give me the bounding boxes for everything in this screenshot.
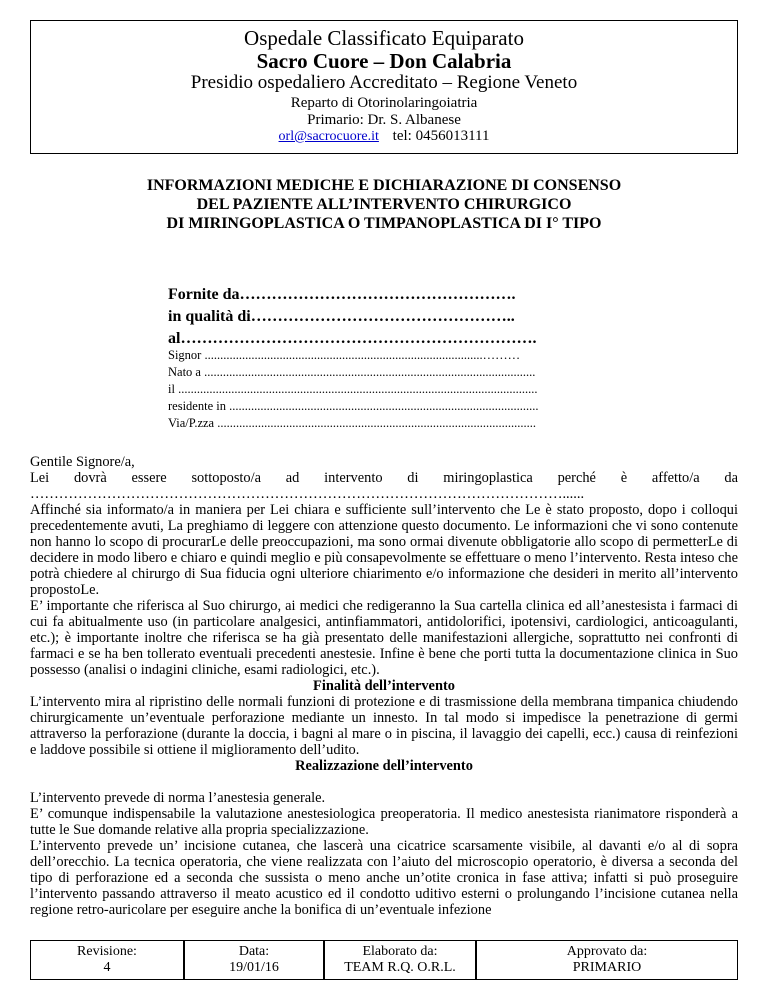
birthplace-field: Nato a .......................................................................................................... bbox=[168, 365, 536, 379]
patient-data-section bbox=[168, 347, 618, 432]
provided-role-field: in qualità di………………………………………….. bbox=[168, 308, 515, 325]
department-head: Primario: Dr. S. Albanese bbox=[307, 112, 461, 128]
provided-to-field: al…………………………………………………………. bbox=[168, 330, 537, 347]
author-label: Elaborato da: bbox=[362, 944, 438, 959]
paragraph-technique: L’intervento prevede un’ incisione cutanea, che lascerà una cicatrice scarsamente visibile, al davanti e/o al di sopra dell’orecchio. La tecnica operatoria, che viene realizzata con l’aiuto del microscopio operatorio, è diversa a seconda del tipo di perforazione ed a seconda che sussista o meno anche un’otite cronica in fase attiva; infatti si può proseguire l’intervento passando attraverso il meato acustico ed il condotto uditivo esterni o prolungando l’incisione cutanea nella regione retro-auricolare per eseguire anche la bonifica di un’eventuale infezione bbox=[30, 838, 738, 918]
paragraph-purpose: L’intervento mira al ripristino delle normali funzioni di protezione e di trasmissione della membrana timpanica chiudendo chirurgicamente un’eventuale perforazione mediante un innesto. In tal modo si impedisce la penetrazione di germi attraverso la perforazione (durante la doccia, i bagni al mare o in piscina, il lavaggio dei capelli, ecc.) causa di reinfezioni e laddove possibile si ottiene il miglioramento dell’udito. bbox=[30, 694, 738, 758]
diagnosis-line bbox=[30, 470, 738, 486]
hospital-name: Sacro Cuore – Don Calabria bbox=[256, 49, 512, 73]
paragraph-evaluation: E’ comunque indispensabile la valutazione anestesiologica preoperatoria. Il medico anestesista rianimatore risponderà a tutte le Sue domande relative alla propria specializzazione. bbox=[30, 806, 738, 838]
footer-date bbox=[184, 940, 324, 980]
diagnosis-word: dovrà bbox=[73, 470, 107, 486]
department-name: Reparto di Otorinolaringoiatria bbox=[290, 95, 478, 111]
letter-body bbox=[30, 454, 738, 918]
diagnosis-word: di bbox=[407, 470, 419, 486]
diagnosis-word: è bbox=[620, 470, 628, 486]
greeting: Gentile Signore/a, bbox=[30, 454, 135, 470]
diagnosis-word: affetto/a bbox=[651, 470, 700, 486]
footer-approver bbox=[476, 940, 738, 980]
title-line-3: DI MIRINGOPLASTICA O TIMPANOPLASTICA DI I° TIPO bbox=[166, 215, 602, 232]
document-footer bbox=[30, 940, 738, 980]
diagnosis-word: intervento bbox=[324, 470, 383, 486]
date-value: 19/01/16 bbox=[229, 960, 279, 975]
hospital-type: Ospedale Classificato Equiparato bbox=[244, 26, 524, 50]
diagnosis-word: Lei bbox=[30, 470, 50, 486]
patient-name-field: Signor .........................................................................................……… bbox=[168, 348, 521, 362]
document-title bbox=[30, 176, 738, 233]
author-value: TEAM R.Q. O.R.L. bbox=[344, 960, 456, 975]
contact-line bbox=[31, 129, 737, 144]
diagnosis-word: perché bbox=[557, 470, 596, 486]
footer-revision bbox=[30, 940, 184, 980]
address-field: Via/P.zza ...................................................................................................... bbox=[168, 416, 536, 430]
hospital-presidio: Presidio ospedaliero Accreditato – Regione Veneto bbox=[190, 72, 578, 93]
heading-purpose: Finalità dell’intervento bbox=[313, 678, 455, 694]
birthdate-field: il ................................................................................................................... bbox=[168, 382, 538, 396]
approver-label: Approvato da: bbox=[566, 944, 648, 959]
footer-author bbox=[324, 940, 476, 980]
paragraph-anesthesia: L’intervento prevede di norma l’anestesia generale. bbox=[30, 790, 326, 806]
diagnosis-word: essere bbox=[131, 470, 167, 486]
title-line-1: INFORMAZIONI MEDICHE E DICHIARAZIONE DI CONSENSO bbox=[146, 177, 622, 194]
provided-by-section bbox=[168, 284, 536, 350]
date-label: Data: bbox=[238, 944, 270, 959]
diagnosis-word: miringoplastica bbox=[443, 470, 533, 486]
diagnosis-word: da bbox=[724, 470, 738, 486]
heading-procedure: Realizzazione dell’intervento bbox=[295, 758, 473, 774]
letterhead-box bbox=[30, 20, 738, 154]
paragraph-information: Affinché sia informato/a in maniera per Lei chiara e sufficiente sull’intervento che Le è stato proposto, dopo i colloqui precedentemente avuti, La preghiamo di leggere con attenzione questo documento. Le informazioni che vi sono contenute non hanno lo scopo di procurarLe delle preoccupazioni, ma sono ormai divenute obbligatorie allo scopo di permetterLe di decidere in modo libero e chiaro e quindi meglio e più consapevolmente se effettuare o meno l’intervento. Resta inteso che potrà chiedere al chirurgo di Sua fiducia ogni ulteriore chiarimento e/o informazione che desideri in merito all’intervento propostoLe. bbox=[30, 502, 738, 598]
diagnosis-word: sottoposto/a bbox=[191, 470, 262, 486]
revision-label: Revisione: bbox=[77, 944, 137, 959]
title-line-2: DEL PAZIENTE ALL’INTERVENTO CHIRURGICO bbox=[196, 196, 572, 213]
revision-value: 4 bbox=[103, 960, 111, 975]
approver-value: PRIMARIO bbox=[572, 960, 642, 975]
spacer bbox=[30, 774, 738, 790]
diagnosis-dots: …………………………………………………………………………………………………...... bbox=[30, 486, 585, 502]
email-link[interactable]: orl@sacrocuore.it bbox=[278, 129, 379, 144]
phone-number: tel: 0456013111 bbox=[392, 128, 490, 144]
paragraph-medications: E’ importante che riferisca al Suo chirurgo, ai medici che redigeranno la Sua cartella clinica ed all’anestesista i farmaci di cui fa abitualmente uso (in particolare analgesici, antinfiammatori, antidolorifici, ipotensivi, cardiologici, anticoagulanti, etc.); è importante inoltre che riferisca se ha già presentato delle manifestazioni allergiche, soprattutto nei confronti di farmaci e se ha ben tollerato eventuali precedenti anestesie. Infine è bene che porti tutta la documentazione clinica in Suo possesso (analisi o indagini cliniche, esami radiologici, etc.). bbox=[30, 598, 738, 678]
residence-field: residente in ................................................................................................... bbox=[168, 399, 539, 413]
diagnosis-word: ad bbox=[285, 470, 300, 486]
provided-by-field: Fornite da……………………………………………. bbox=[168, 286, 516, 303]
